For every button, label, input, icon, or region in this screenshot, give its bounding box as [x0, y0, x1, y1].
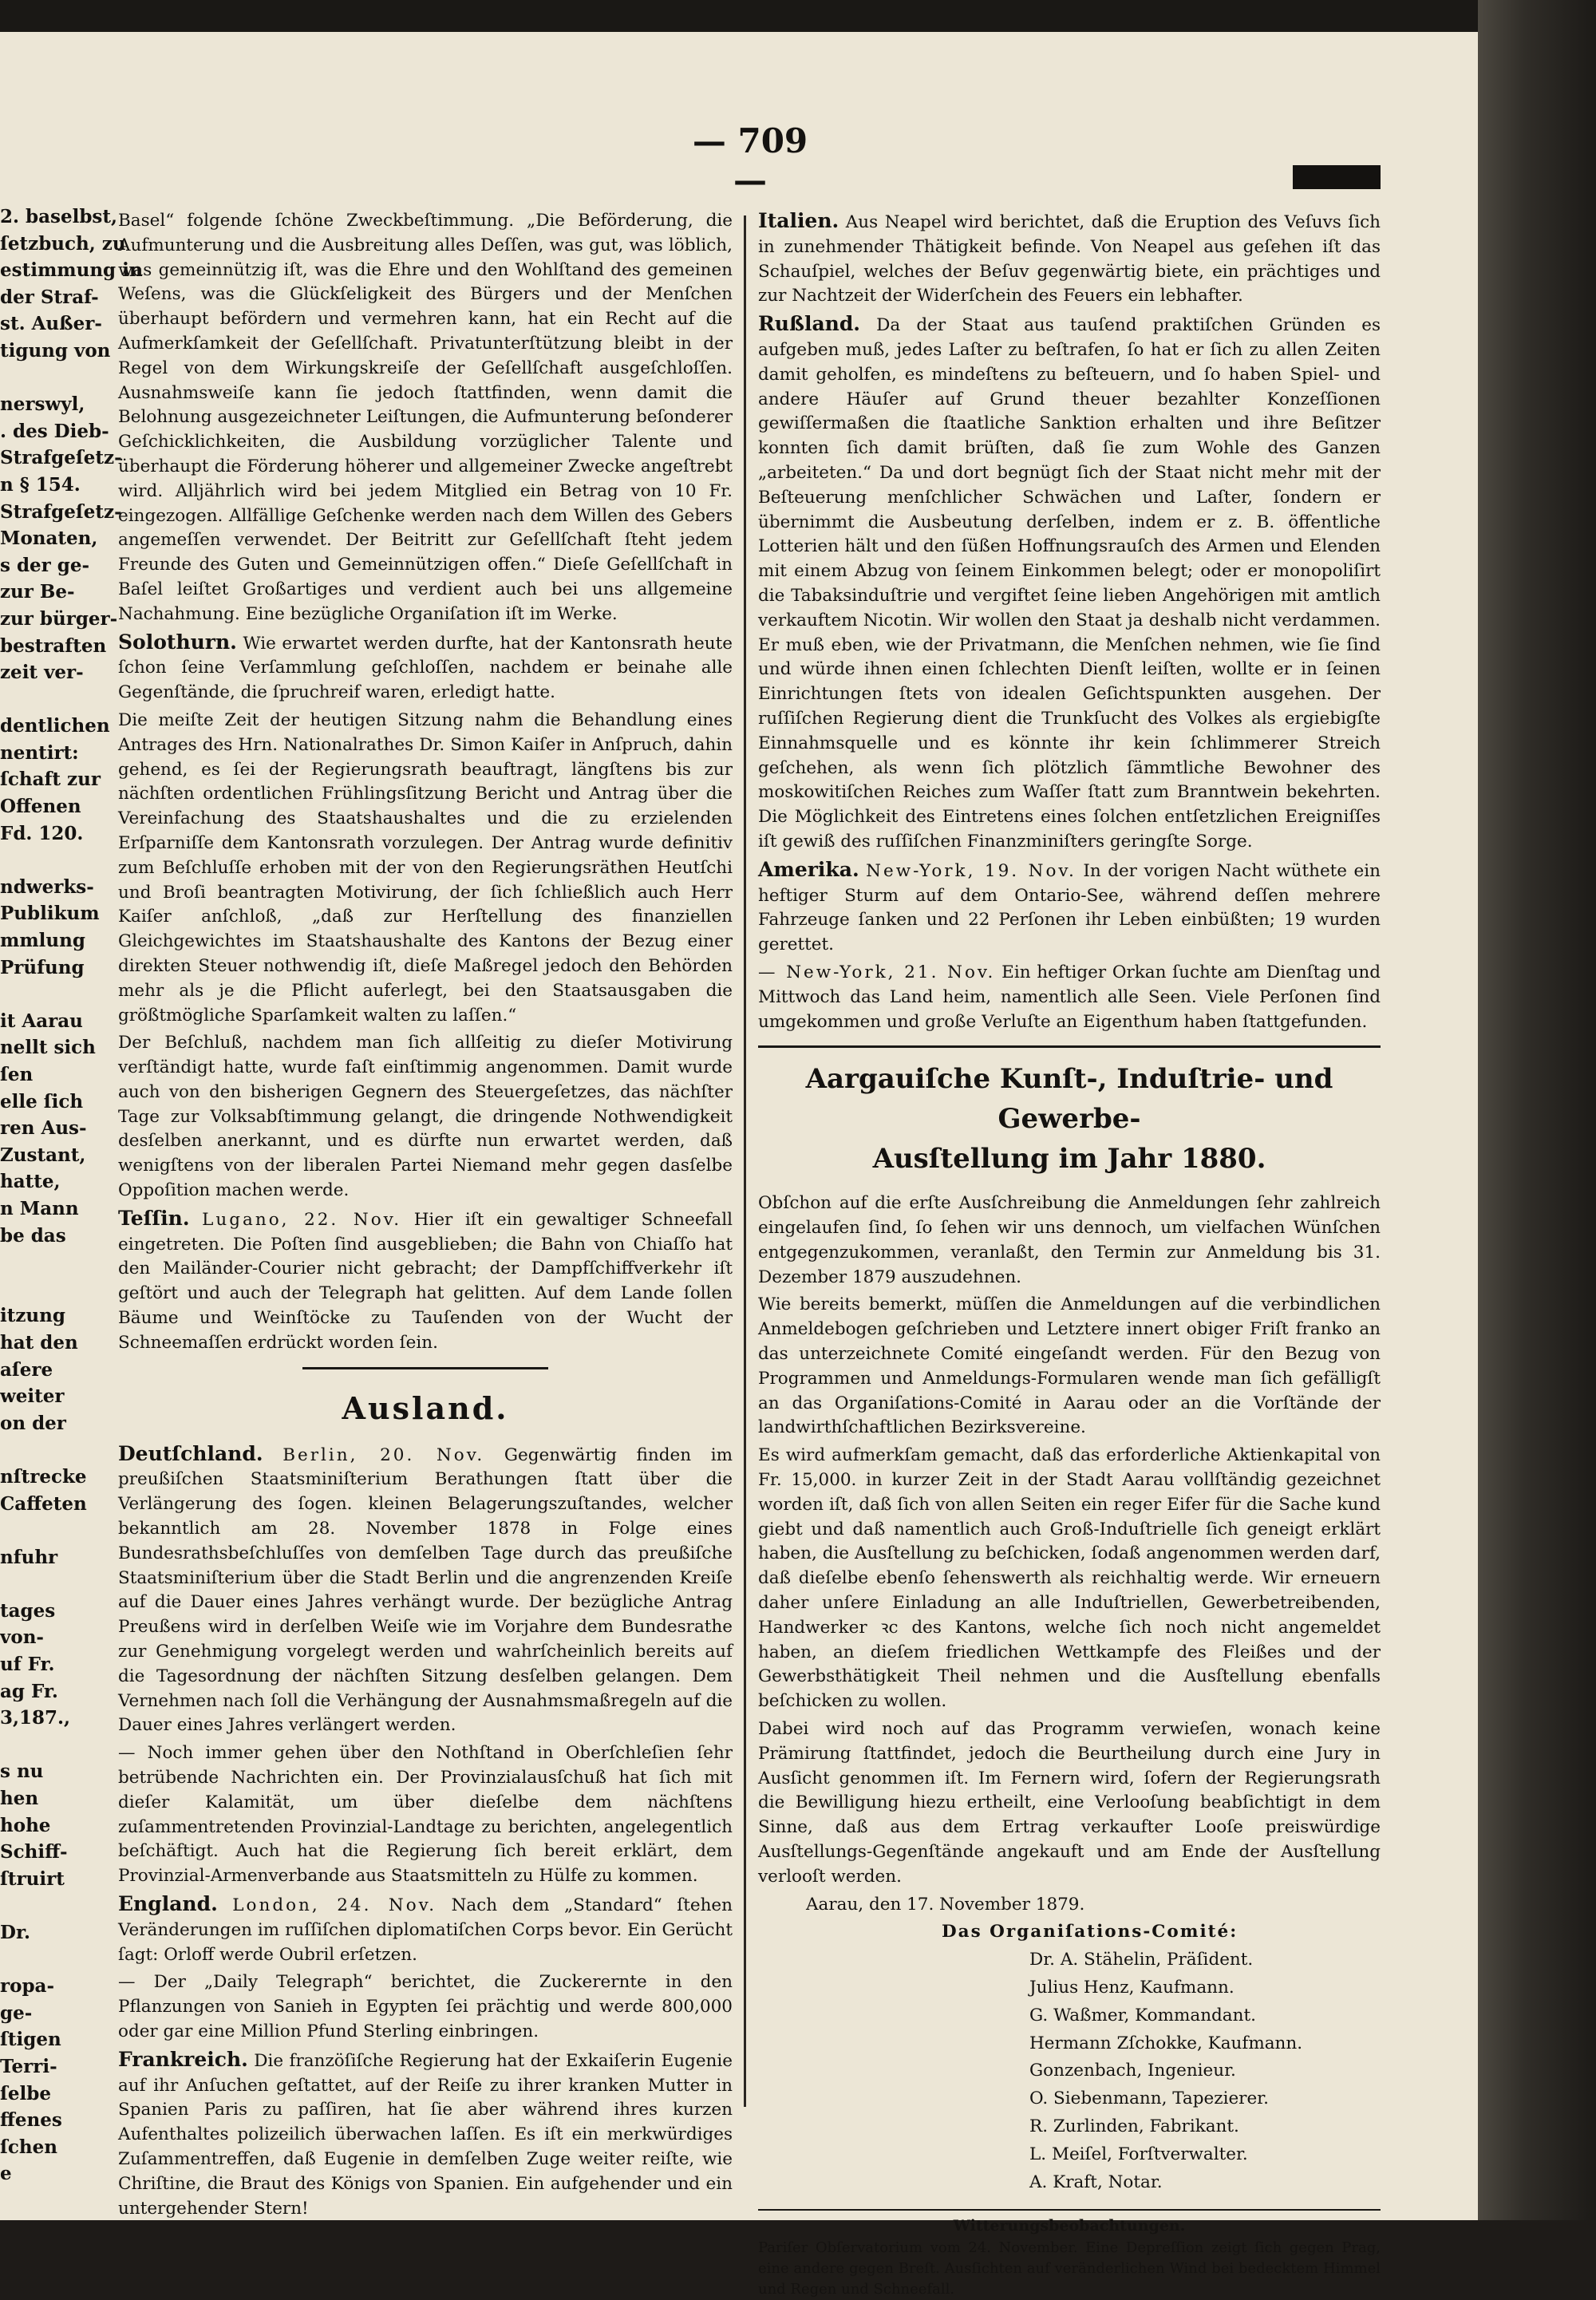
page-number: — 709 — — [692, 121, 808, 200]
section-tessin: Teſſin. — [118, 1206, 190, 1230]
left-fragment: hen — [0, 1788, 39, 1810]
advertisement-title — [758, 1059, 1381, 1179]
right-column — [758, 209, 1381, 2298]
left-fragment: elle ſich — [0, 1090, 84, 1112]
left-fragment: tigung von — [0, 339, 111, 362]
left-fragment: ren Aus- — [0, 1117, 87, 1140]
left-fragment: zur Be- — [0, 581, 75, 603]
left-fragment — [0, 1892, 102, 1919]
left-fragment: ſchen — [0, 2136, 57, 2158]
tessin-article — [118, 1207, 733, 1356]
solothurn-paragraph-3: Der Beſchluß, nachdem man ſich allſeitig zu dieſer Motivirung verſtändigt hatte, wurde faſt einſtimmig angenommen. Damit wurde auch von den bisherigen Gegnern des Steuergeſetzes, das nächſter Tage zur Volksabſtimmung gelangt, die dringende Nothwendigkeit desſelben anerkannt, und es dürfte nun erwartet werden, daß wenigſtens von der liberalen Partei Niemand mehr gegen dasſelbe Oppoſition machen werde. — [118, 1033, 733, 1201]
left-fragment: Schiff- — [0, 1841, 68, 1863]
left-fragment: Fd. 120. — [0, 822, 84, 844]
left-fragment: tages — [0, 1599, 56, 1622]
committee-member: L. Meiſel, Forſtverwalter. — [1029, 2144, 1248, 2164]
left-fragment: dentlichen — [0, 715, 110, 737]
left-fragment: s nu — [0, 1761, 44, 1783]
amerika-article — [758, 858, 1381, 958]
left-fragment — [0, 1276, 102, 1303]
advertisement-paragraph-3: Es wird aufmerkſam gemacht, daß das erforderliche Aktienkapital von Fr. 15,000. in kurzer Zeit in der Stadt Aarau vollſtändig gezeichnet worden iſt, daß ſich von allen Seiten ein reger Eifer für die Sache kund giebt und daß namentlich auch Groß-Induſtrielle ſich geneigt erklärt haben, die Ausſtellung zu beſchicken, ſodaß angenommen werden darf, daß dieſelbe ebenſo ſehenswerth als reichhaltig werde. Wir erneuern daher unſere Einladung an alle Induſtriellen, Gewerbetreibenden, Handwerker ꝛc des Kantons, welche ſich noch nicht angemeldet haben, an dieſem friedlichen Wettkampfe des Fleißes und der Gewerbsthätigkeit Theil nehmen und die Ausſtellung ebenfalls beſchicken zu wollen. — [758, 1445, 1381, 1712]
section-england: England. — [118, 1892, 218, 1915]
left-fragment: nfuhr — [0, 1546, 58, 1568]
committee-member: Julius Henz, Kaufmann. — [1029, 1978, 1235, 1998]
left-fragment: n Mann — [0, 1197, 79, 1219]
left-fragment: Prüfung — [0, 956, 85, 978]
left-fragment: Strafgeſetz- — [0, 447, 122, 469]
deutschland-article — [118, 1442, 733, 1739]
middle-column — [118, 209, 733, 2219]
weather-notice — [758, 2217, 1381, 2300]
left-fragment — [0, 981, 102, 1008]
left-fragment: Publikum — [0, 903, 100, 925]
left-fragment — [0, 1946, 102, 1974]
left-fragment: Monaten, — [0, 528, 98, 550]
left-fragment: hohe — [0, 1814, 51, 1836]
solothurn-paragraph-2: Die meiſte Zeit der heutigen Sitzung nahm die Behandlung eines Antrages des Hrn. Nationalrathes Dr. Simon Kaiſer in Anſpruch, dahin gehend, es ſei der Regierungsrath beauftragt, längſtens bis zur nächſten ordentlichen Frühlingsſitzung Bericht und Antrag über die Vereinfachung des Staatshaushaltes und die zu erzielenden Erſparniſſe dem Kantonsrath vorzulegen. Der Antrag wurde definitiv zum Beſchluſſe erhoben mit der von den Regierungsräthen Heutſchi und Broſi beantragten Motivirung, der ſich ſchließlich auch Herr Kaiſer anſchloß, „daß zur Herſtellung des finanziellen Gleichgewichtes im Staatshaushalte des Kantons der Bezug einer direkten Steuer nothwendig iſt, dieſe Maßregel jedoch den Behörden mehr als je die Pflicht auferlegt, bei den Staatsausgaben die größtmögliche Sparſamkeit walten zu laſſen.“ — [118, 709, 733, 1026]
left-fragment — [0, 1249, 102, 1276]
tessin-dateline: Lugano, 22. Nov. — [202, 1209, 402, 1230]
left-fragment: ſtigen — [0, 2029, 61, 2051]
left-fragment — [0, 1517, 102, 1544]
committee-member: R. Zurlinden, Fabrikant. — [1029, 2116, 1239, 2136]
left-fragment: bestraften — [0, 634, 107, 657]
left-fragment: nentirt: — [0, 741, 79, 764]
russland-text: Da der Staat aus tauſend praktiſchen Gründen es aufgeben muß, jedes Laſter zu beſtrafen, ſo hat er ſich zu allen Zeiten damit geholfen, es mindeſtens zu beſteuern, und ſo haben Spiel- und andere Häuſer auf Grund theuer bezahlter Konzeſſionen gewiſſermaßen die ſtaatliche Sanktion erhalten und ihre Beſitzer konnten ſich damit brüſten, daß ſie zum Wohle des Ganzen „arbeiteten.“ Da und dort begnügt ſich der Staat nicht mehr mit der Beſteuerung menſchlicher Schwächen und Laſter, ſondern er übernimmt die Ausbeutung derſelben, indem er z. B. öffentliche Lotterien hält und den ſüßen Hoffnungsrauſch des Armen und Elenden mit einem Abzug von ſeinem Einkommen belegt; oder er monopoliſirt die Tabaksinduſtrie und vergiftet ſeine lieben Angehörigen mit amtlich verkauftem Nicotin. Wir wollen den Staat ja deshalb nicht verdammen. Er muß eben, wie der Privatmann, die Menſchen nehmen, wie ſie ſind und würde ihnen einen ſchlechten Dienſt leiſten, wollte er in ſeinen Einrichtungen ſtets von idealen Geſichtspunkten ausgehen. Der ruſſiſchen Regierung dient die Trunkſucht des Volkes als ergiebigſte Einnahmsquelle und es könnte ihr kein ſchlimmerer Streich geſchehen, als wenn ſich plötzlich ſämmtliche Bewohner des moskowitiſchen Reiches zum Waſſer ſtatt zum Branntwein bekehrten. Die Möglichkeit des Eintretens eines ſolchen entſetzlichen Ereigniſſes iſt gewiß des ruſſiſchen Finanzminiſters geringſte Sorge. — [758, 315, 1381, 852]
left-fragment: ropa- — [0, 1975, 54, 1998]
left-fragment: nellt sich — [0, 1037, 96, 1059]
left-fragment: weiter — [0, 1385, 65, 1408]
section-solothurn: Solothurn. — [118, 630, 237, 654]
left-fragment: s der ge- — [0, 554, 90, 576]
left-fragment: on der — [0, 1412, 66, 1434]
advertisement-rule — [758, 1045, 1381, 1048]
scan-top-edge — [0, 0, 1478, 32]
tessin-text: Hier iſt ein gewaltiger Schneefall eingetreten. Die Poſten ſind ausgeblieben; die Bahn von Chiaſſo hat den Mailänder-Courier nicht gebracht; der Dampfſchiffverkehr iſt geſtört und auch der Telegraph hat gelitten. Auf dem Lande ſollen Bäume und Weinſtöcke zu Tauſenden von der Wucht der Schneemaſſen erdrückt worden ſein. — [118, 1209, 733, 1353]
left-fragment — [0, 847, 102, 874]
left-fragment: Offenen — [0, 796, 81, 818]
left-fragment: be das — [0, 1224, 66, 1247]
left-fragment: ſtruirt — [0, 1867, 65, 1890]
left-fragment: estimmung in — [0, 259, 143, 282]
newspaper-page — [0, 32, 1478, 2298]
england-dateline: London, 24. Nov. — [232, 1895, 437, 1915]
scan-binding-edge — [1478, 0, 1596, 2220]
left-fragment: n § 154. — [0, 473, 81, 496]
deutschland-dateline: Berlin, 20. Nov. — [282, 1444, 485, 1465]
advertisement-paragraph-4: Dabei wird noch auf das Programm verwieſen, wonach keine Prämirung ſtattfindet, jedoch die Beurtheilung durch eine Jury in Ausſicht genommen iſt. Im Fernern wird, ſofern der Regierungsrath die Bewilligung hiezu ertheilt, eine Verlooſung beabſichtigt in dem Sinne, daß aus dem Ertrag verkaufter Looſe preiswürdige Ausſtellungs-Gegenſtände angekauft und am Ende der Ausſtellung verlooſt werden. — [758, 1719, 1381, 1887]
committee-member: Gonzenbach, Ingenieur. — [1029, 2061, 1236, 2081]
solothurn-text: Wie erwartet werden durfte, hat der Kantonsrath heute ſchon ſeine Verſammlung geſchloſſen, nachdem er beinahe alle Gegenſtände, die ſpruchreif waren, erledigt hatte. — [118, 633, 733, 703]
section-frankreich: Frankreich. — [118, 2047, 248, 2071]
left-fragment: uf Fr. — [0, 1654, 55, 1676]
advertisement-title-line-1: Aargauiſche Kunſt-, Induſtrie- und Gewerbe- — [805, 1063, 1333, 1136]
advertisement-paragraph-1: Obſchon auf die erſte Ausſchreibung die Anmeldungen ſehr zahlreich eingelaufen ſind, ſo ſehen wir uns dennoch, um vielfachen Wünſchen entgegenzukommen, veranlaßt, den Termin zur Anmeldung bis 31. Dezember 1879 auszudehnen. — [758, 1193, 1381, 1287]
section-divider — [302, 1367, 548, 1369]
section-italien: Italien. — [758, 209, 839, 232]
amerika-dateline-2: — New-York, 21. Nov. — [758, 962, 996, 982]
amerika-text: In der vorigen Nacht wüthete ein heftiger Sturm auf dem Ontario-See, während deſſen mehrere Fahrzeuge ſanken und 22 Perſonen ihr Leben einbüßten; 19 wurden gerettet. — [758, 860, 1381, 955]
left-fragment: 2. baselbst, — [0, 206, 117, 227]
weather-rule — [758, 2209, 1381, 2211]
left-fragment — [0, 1437, 102, 1464]
amerika-dateline: New-York, 19. Nov. — [866, 860, 1077, 881]
left-fragment: nſtrecke — [0, 1465, 87, 1488]
ink-blot — [1293, 165, 1381, 189]
left-fragment: zur bürger- — [0, 607, 118, 630]
frankreich-article — [118, 2048, 733, 2222]
committee-member: Hermann Zſchokke, Kaufmann. — [1029, 2033, 1303, 2053]
committee-members — [758, 1948, 1381, 2195]
basel-paragraph: Basel“ folgende ſchöne Zweckbeſtimmung. „Die Beförderung, die Aufmunterung und die Ausbreitung alles Deſſen, was gut, was löblich, was gemeinnützig iſt, was die Ehre und den Wohlſtand des gemeinen Weſens, was die Glückſeligkeit des Bürgers und der Menſchen überhaupt befördern und vermehren kann, hat ein Recht auf die Aufmerkſamkeit der Geſellſchaft. Privatunterſtützung bleibt in der Regel von dem Wirkungskreiſe der Geſellſchaft ausgeſchloſſen. Ausnahmsweiſe kann ſie jedoch ſtattfinden, wenn damit die Belohnung ausgezeichneter Leiſtungen, die Aufmunterung beſonderer Geſchicklichkeiten, die Ausbildung vorzüglicher Talente und überhaupt die Förderung höherer und allgemeiner Zwecke angeſtrebt wird. Alljährlich wird bei jedem Mitglied ein Betrag von 10 Fr. eingezogen. Allfällige Geſchenke werden nach dem Willen des Gebers angemeſſen verwendet. Der Beitritt zur Geſellſchaft ſteht jedem Freunde des Guten und Gemeinnützigen offen.“ Dieſe Geſellſchaft in Baſel leiſtet Großartiges und verdient auch bei uns allgemeine Nachahmung. Eine bezügliche Organiſation iſt im Werke. — [118, 211, 733, 624]
england-text: Nach dem „Standard“ ſtehen Veränderungen im ruſſiſchen diplomatiſchen Corps bevor. Ein Gerücht ſagt: Orloff werde Oubril erſetzen. — [118, 1895, 733, 1965]
left-fragment: ffenes — [0, 2109, 62, 2132]
section-russland: Rußland. — [758, 312, 861, 336]
amerika-article-2 — [758, 961, 1381, 1034]
section-deutschland: Deutſchland. — [118, 1441, 263, 1465]
left-fragment: Terri- — [0, 2055, 57, 2077]
left-fragment: nerswyl, — [0, 393, 85, 416]
advertisement-title-line-2: Ausſtellung im Jahr 1880. — [872, 1143, 1266, 1176]
deutschland-text: Gegenwärtig finden im preußiſchen Staatsminiſterium Berathungen ſtatt über die Verlängerung des ſogen. kleinen Belagerungszuſtandes, welcher bekanntlich am 28. November 1878 in Folge eines Bundesrathsbeſchluſſes von demſelben Tage durch das preußiſche Staatsminiſterium über die Stadt Berlin und die angrenzenden Kreiſe auf die Dauer eines Jahres verhängt wurde. Der bezügliche Antrag Preußens wird in derſelben Weiſe wie im Vorjahre dem Bundesrathe zur Genehmigung vorgelegt werden und wahrſcheinlich bereits auf die Tagesordnung der nächſten Sitzung desſelben gelangen. Dem Vernehmen nach ſoll die Verhängung der Ausnahmsmaßregeln auf die Dauer eines Jahres verlängert werden. — [118, 1444, 733, 1736]
left-fragment — [0, 365, 102, 392]
left-fragment: ſchaft zur — [0, 769, 101, 791]
italien-text: Aus Neapel wird berichtet, daß die Eruption des Veſuvs ſich in zunehmender Thätigkeit befinde. Von Neapel aus geſehen iſt das Schauſpiel, welches der Beſuv gegenwärtig biete, ein prächtiges und zur Nachtzeit der Widerſchein des Feuers ein lebhafter. — [758, 212, 1381, 306]
italien-article — [758, 209, 1381, 309]
committee-member: Dr. A. Stähelin, Präſident. — [1029, 1950, 1254, 1970]
left-fragment: der Straf- — [0, 286, 99, 308]
left-fragment: zeit ver- — [0, 662, 84, 684]
left-fragment: ndwerks- — [0, 875, 94, 898]
solothurn-article — [118, 630, 733, 705]
left-fragment — [0, 1732, 102, 1759]
section-amerika: Amerika. — [758, 857, 859, 881]
left-fragment: ſen — [0, 1064, 34, 1085]
section-ausland: Ausland. — [342, 1389, 509, 1426]
left-fragment: hatte, — [0, 1171, 61, 1193]
left-fragment: ſetzbuch, zu — [0, 232, 126, 255]
left-fragment: e — [0, 2163, 12, 2185]
left-fragment: . des Dieb- — [0, 420, 109, 442]
russland-article — [758, 312, 1381, 855]
advertisement-paragraph-2: Wie bereits bemerkt, müſſen die Anmeldungen auf die verbindlichen Anmeldebogen geſchrieben und Letztere innert obiger Friſt franko an das unterzeichnete Comité eingeſandt werden. Für den Bezug von Programmen und Anmeldungs-Formularen wende man ſich gefälligſt an das Organiſations-Comité in Aarau oder an die Vorſtände der landwirthſchaftlichen Bezirksvereine. — [758, 1294, 1381, 1438]
england-article — [118, 1892, 733, 1967]
left-fragment: Zustant, — [0, 1144, 86, 1166]
frankreich-text: Die franzöſiſche Regierung hat der Exkaiſerin Eugenie auf ihr Anſuchen geſtattet, auf der Reiſe zu ihrer kranken Mutter in Spanien Paris zu paſſiren, hat ſie aber während ihres kurzen Aufenthaltes polizeilich überwachen laſſen. Es iſt ein merkwürdiges Zuſammentreffen, daß Eugenie in demſelben Zuge weiter reiſte, wie Chriſtine, die Braut des Königs von Spanien. Ein aufgehender und ein untergehender Stern! — [118, 2050, 733, 2219]
left-fragment: Dr. — [0, 1922, 30, 1943]
weather-text: Pariſer Obſervatorium vom 24. November. Eine Depreſſion zeigt ſich gegen Prag, eine andere gegen Breſt. Ausſichten auf veränderlichen Wind bei bedecktem Himmel und Regen und Schneefall. — [758, 2239, 1381, 2298]
committee-heading: Das Organiſations-Comité: — [942, 1922, 1238, 1942]
committee-member: G. Waßmer, Kommandant. — [1029, 2005, 1256, 2025]
left-fragment: Strafgeſetz- — [0, 500, 122, 523]
left-fragment: ſelbe — [0, 2082, 51, 2104]
left-fragment — [0, 1571, 102, 1598]
oberschlesien-paragraph: — Noch immer gehen über den Nothſtand in Oberſchleſien ſehr betrübende Nachrichten ein. Der Provinzialausſchuß hat ſich mit dieſer Kalamität, um über dieſelbe dem nächſtens zuſammentretenden Provinzial-Landtage zu berichten, angelegentlich beſchäftigt. Auch hat die Regierung ſich bereit erklärt, dem Provinzial-Armenverbande aus Staatsmitteln zu Hülfe zu kommen. — [118, 1743, 733, 1887]
column-rule — [744, 215, 746, 2107]
left-fragment: Caffeten — [0, 1492, 87, 1515]
left-fragment: it Aarau — [0, 1010, 83, 1032]
left-fragment: ag Fr. — [0, 1680, 58, 1702]
left-fragment: st. Außer- — [0, 313, 102, 335]
left-fragment: von- — [0, 1626, 44, 1649]
left-fragment: hat den — [0, 1331, 78, 1354]
left-fragment: mmlung — [0, 930, 85, 952]
left-fragment: aſere — [0, 1358, 53, 1381]
weather-heading: Witterungsbeobachtungen. — [953, 2217, 1186, 2235]
committee-member: O. Siebenmann, Tapezierer. — [1029, 2089, 1269, 2109]
advertisement-date: Aarau, den 17. November 1879. — [806, 1894, 1085, 1915]
committee-member: A. Kraft, Notar. — [1029, 2172, 1163, 2192]
amerika-text-2: Ein heftiger Orkan ſuchte am Dienſtag und Mittwoch das Land heim, namentlich alle Seen. Viele Perſonen ſind umgekommen und große Verluſte an Eigenthum haben ſtattgefunden. — [758, 962, 1381, 1032]
daily-telegraph-paragraph: — Der „Daily Telegraph“ berichtet, die Zuckerernte in den Pflanzungen von Sanieh in Egypten ſei prächtig und werde 800,000 oder gar eine Million Pfund Sterling einbringen. — [118, 1972, 733, 2041]
left-fragment — [0, 686, 102, 713]
left-fragment: 3,187., — [0, 1707, 71, 1729]
left-cut-column — [0, 204, 143, 2199]
left-fragment: itzung — [0, 1305, 65, 1327]
left-fragment: ge- — [0, 2002, 33, 2024]
